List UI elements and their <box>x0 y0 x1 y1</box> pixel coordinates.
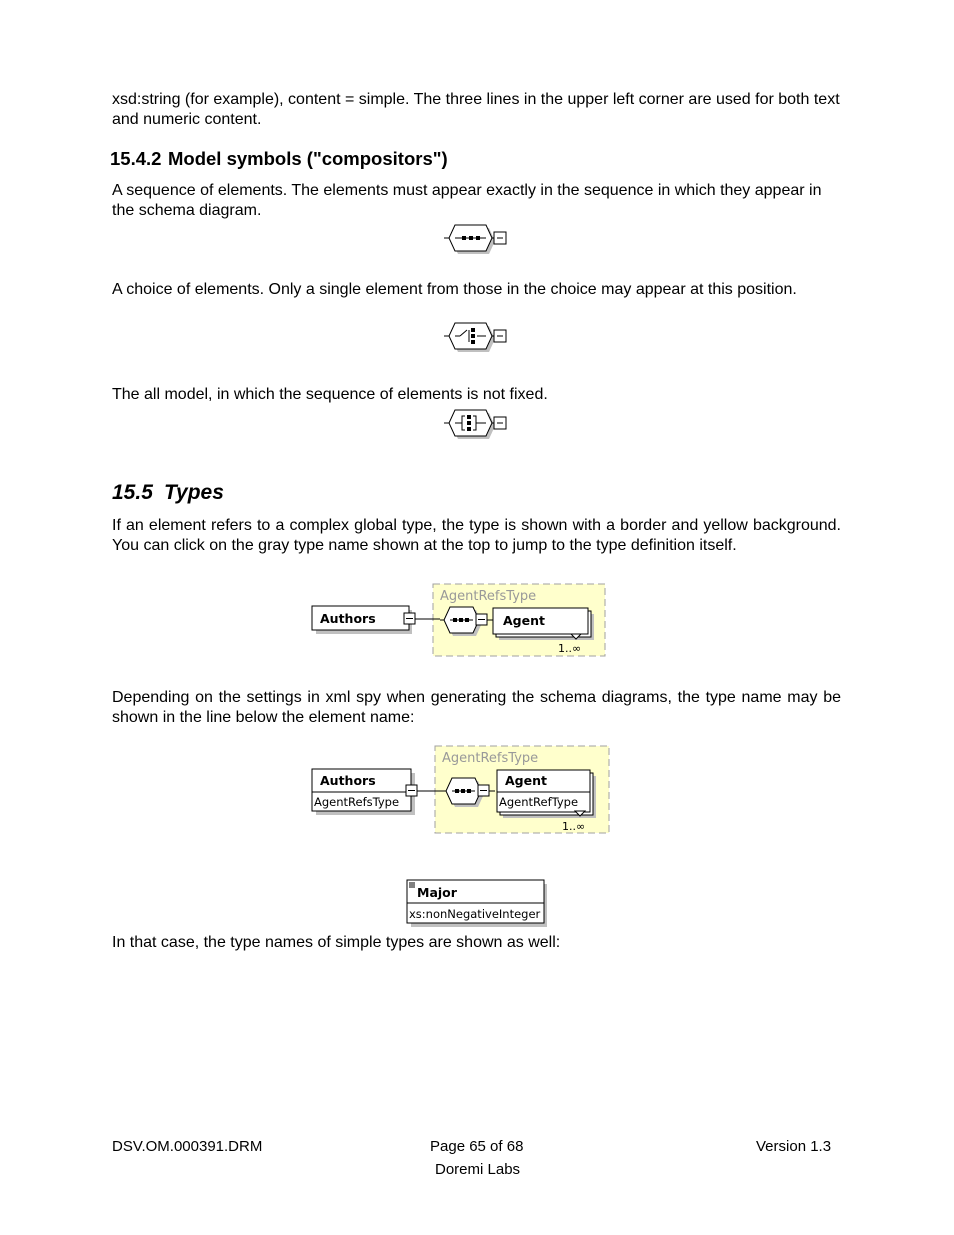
types-paragraph-1: If an element refers to a complex global type, the type is shown with a border and yellow background. You can click on the gray type name shown at the top to jump to the type definition itself. <box>112 517 841 554</box>
element-type-name: xs:nonNegativeInteger <box>409 907 541 921</box>
cardinality-label: 1..∞ <box>558 642 582 655</box>
type-name-label[interactable]: AgentRefsType <box>442 751 539 766</box>
simple-type-diagram <box>404 877 550 931</box>
sequence-compositor-icon <box>444 224 510 260</box>
all-paragraph: The all model, in which the sequence of elements is not fixed. <box>112 386 548 403</box>
element-name: Authors <box>320 773 376 788</box>
footer-doc-id: DSV.OM.000391.DRM <box>112 1138 263 1155</box>
type-diagram-simple <box>308 582 608 660</box>
section-number: 15.4.2 <box>110 148 162 169</box>
intro-paragraph: xsd:string (for example), content = simple. The three lines in the upper left corner are used for both text and numeric content. <box>112 91 840 128</box>
sequence-paragraph: A sequence of elements. The elements must appear exactly in the sequence in which they appear in the schema diagram. <box>112 182 822 219</box>
section-number: 15.5 <box>112 481 153 504</box>
choice-paragraph: A choice of elements. Only a single element from those in the choice may appear at this position. <box>112 281 797 298</box>
section-heading-compositors <box>110 148 448 170</box>
section-heading-types <box>112 481 224 505</box>
element-name: Authors <box>320 611 376 626</box>
footer-company: Doremi Labs <box>435 1161 521 1178</box>
types-paragraph-2: Depending on the settings in xml spy when generating the schema diagrams, the type name may be shown in the line below the element name: <box>112 689 841 726</box>
element-name: Major <box>417 885 457 900</box>
types-paragraph-3: In that case, the type names of simple types are shown as well: <box>112 934 561 951</box>
section-title: Types <box>164 481 224 504</box>
child-element-name: Agent <box>505 773 547 788</box>
type-diagram-with-typenames <box>308 744 612 836</box>
section-title: Model symbols ("compositors") <box>168 148 448 169</box>
cardinality-label: 1..∞ <box>562 820 586 833</box>
type-name-label[interactable]: AgentRefsType <box>440 589 537 604</box>
all-compositor-icon <box>444 409 510 445</box>
child-element-name: Agent <box>503 613 545 628</box>
footer-page-number: Page 65 of 68 <box>430 1138 524 1155</box>
element-type-name: AgentRefsType <box>314 795 400 809</box>
choice-compositor-icon <box>444 322 510 358</box>
footer-version: Version 1.3 <box>756 1138 832 1155</box>
child-type-name: AgentRefType <box>499 795 579 809</box>
